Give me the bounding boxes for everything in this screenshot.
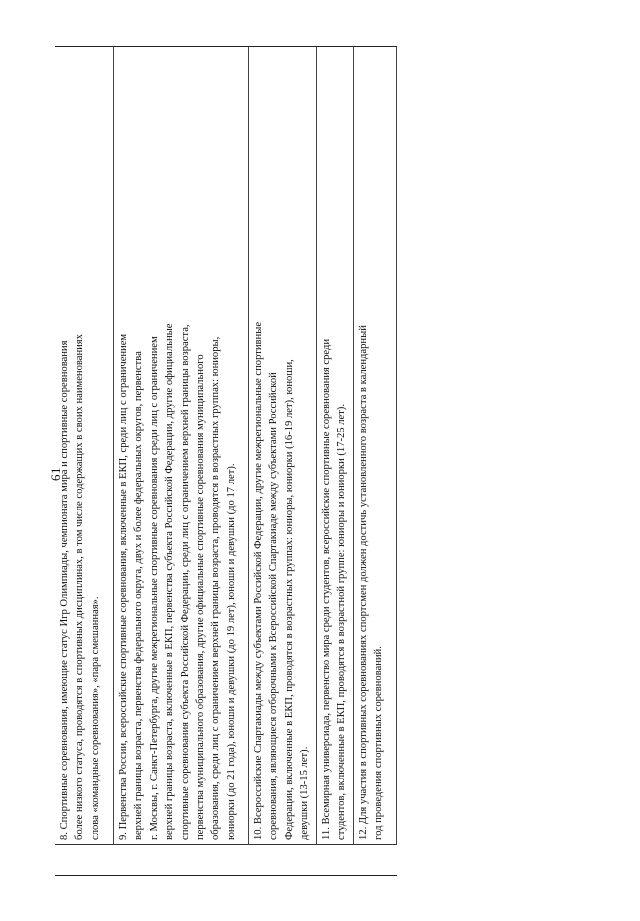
text-line: девушки (13-15 лет).	[299, 746, 311, 840]
text-line: первенства муниципального образования, другие официальные спортивные соревнования муниципального	[195, 354, 207, 840]
table-content-column	[55, 47, 397, 844]
text-line: верхней границы возраста, первенства федерального округа, двух и более федеральных округов, первенства	[133, 351, 145, 840]
table-row-item-10	[248, 47, 313, 844]
table-row-item-11	[316, 47, 350, 844]
text-line: юниорки (до 21 года), юноши и девушки (до 19 лет), юноши и девушки (до 17 лет).	[225, 463, 237, 840]
text-line: Федерации, включенные в ЕКП, проводятся в возрастных группах: юниоры, юниорки (16-19 лет), юноши,	[283, 359, 295, 840]
text-line: верхней границы возраста, включенные в ЕКП, первенства субъекта Российской Федерации, другие официальные	[164, 323, 176, 840]
table-row-item-12	[353, 47, 387, 844]
text-line: 9. Первенства России, всероссийские спортивные соревнования, включенные в ЕКП, среди лиц с ограничением	[118, 333, 129, 840]
text-line: год проведения спортивных соревнований.	[373, 646, 385, 840]
rules-table	[55, 46, 397, 876]
text-line: г. Москвы, г. Санкт-Петербурга, другие межрегиональные спортивные соревнования среди лиц с ограничением	[148, 336, 160, 840]
text-line: образования, среди лиц с ограничением верхней границы возраста, проводятся в возрастных группах: юниоры,	[210, 336, 222, 840]
text-line: спортивные соревнования субъекта Российской Федерации, среди лиц с ограничением верхней границы возраста,	[179, 324, 191, 840]
text-line: более низкого статуса, проводятся в спортивных дисциплинах, в том числе содержащих в своих наименованиях	[74, 334, 86, 840]
text-line: 10. Всероссийские Спартакиады между субъектами Российской Федерации, другие межрегиональные спортивные	[253, 321, 264, 840]
table-left-column	[55, 844, 397, 875]
text-line: 11. Всемирная универсиада, первенство мира среди студентов, всероссийские спортивные соревнования среди	[321, 338, 332, 840]
text-line: студентов, включенные в ЕКП, проводятся в возрастной группе: юниоры и юниорки (17-25 лет).	[336, 403, 348, 840]
text-line: соревнования, являющиеся отборочными к Всероссийской Спартакиаде между субъектами Российской	[268, 372, 280, 840]
table-row-item-8	[55, 47, 103, 844]
page-number: 61	[48, 467, 63, 481]
text-line: 12. Для участия в спортивных соревнованиях спортсмен должен достичь установленного возраста в календарный	[358, 325, 369, 840]
table-bottom-rule	[396, 47, 397, 844]
text-line: слова «командные соревнования», «пара смешанная».	[89, 596, 101, 840]
text-line: 8. Спортивные соревнования, имеющие статус Игр Олимпиады, чемпионата мира и спортивные соревнования	[59, 340, 70, 840]
table-row-item-9	[113, 47, 239, 844]
